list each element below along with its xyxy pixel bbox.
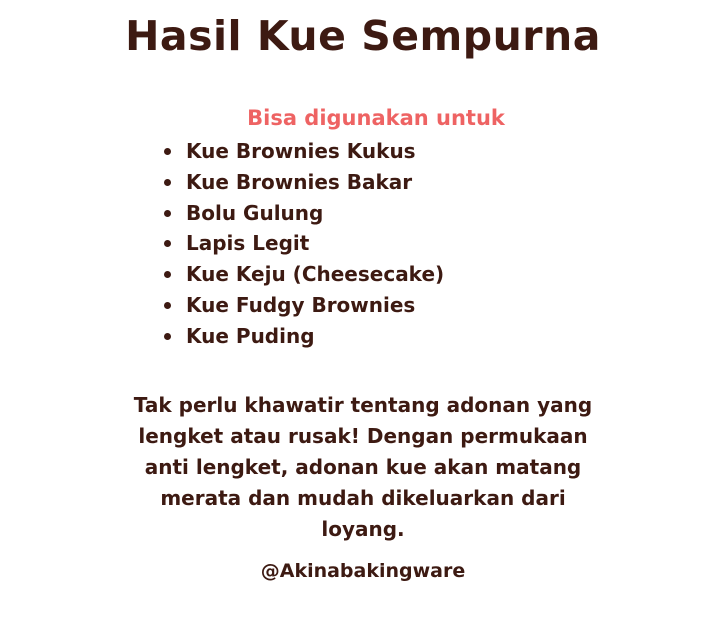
bullet-icon [164, 210, 171, 217]
description-paragraph: Tak perlu khawatir tentang adonan yang lengket atau rusak! Dengan permukaan anti lengket, adonan kue akan matang merata dan mudah dikeluarkan dari loyang. [133, 393, 593, 541]
list-item [160, 290, 444, 321]
list-item [160, 321, 444, 352]
page-title: Hasil Kue Sempurna [125, 12, 601, 60]
list-item-label: Kue Keju (Cheesecake) [186, 262, 445, 287]
bullet-icon [164, 271, 171, 278]
bullet-icon [164, 302, 171, 309]
list-item-label: Kue Brownies Bakar [186, 169, 413, 194]
bullet-icon [164, 179, 171, 186]
list-item [160, 198, 444, 229]
list-item-label: Bolu Gulung [186, 200, 324, 225]
list-item-label: Kue Puding [186, 323, 315, 348]
bullet-icon [164, 333, 171, 340]
uses-heading: Bisa digunakan untuk [247, 106, 505, 130]
list-item [160, 167, 444, 198]
list-item [160, 136, 444, 167]
uses-list [160, 136, 444, 352]
list-item [160, 259, 444, 290]
social-handle: @Akinabakingware [260, 560, 466, 582]
list-item-label: Kue Brownies Kukus [186, 139, 416, 163]
list-item [160, 228, 444, 259]
list-item-label: Lapis Legit [186, 231, 310, 256]
list-item-label: Kue Fudgy Brownies [186, 292, 416, 317]
bullet-icon [164, 148, 171, 155]
bullet-icon [164, 240, 171, 247]
